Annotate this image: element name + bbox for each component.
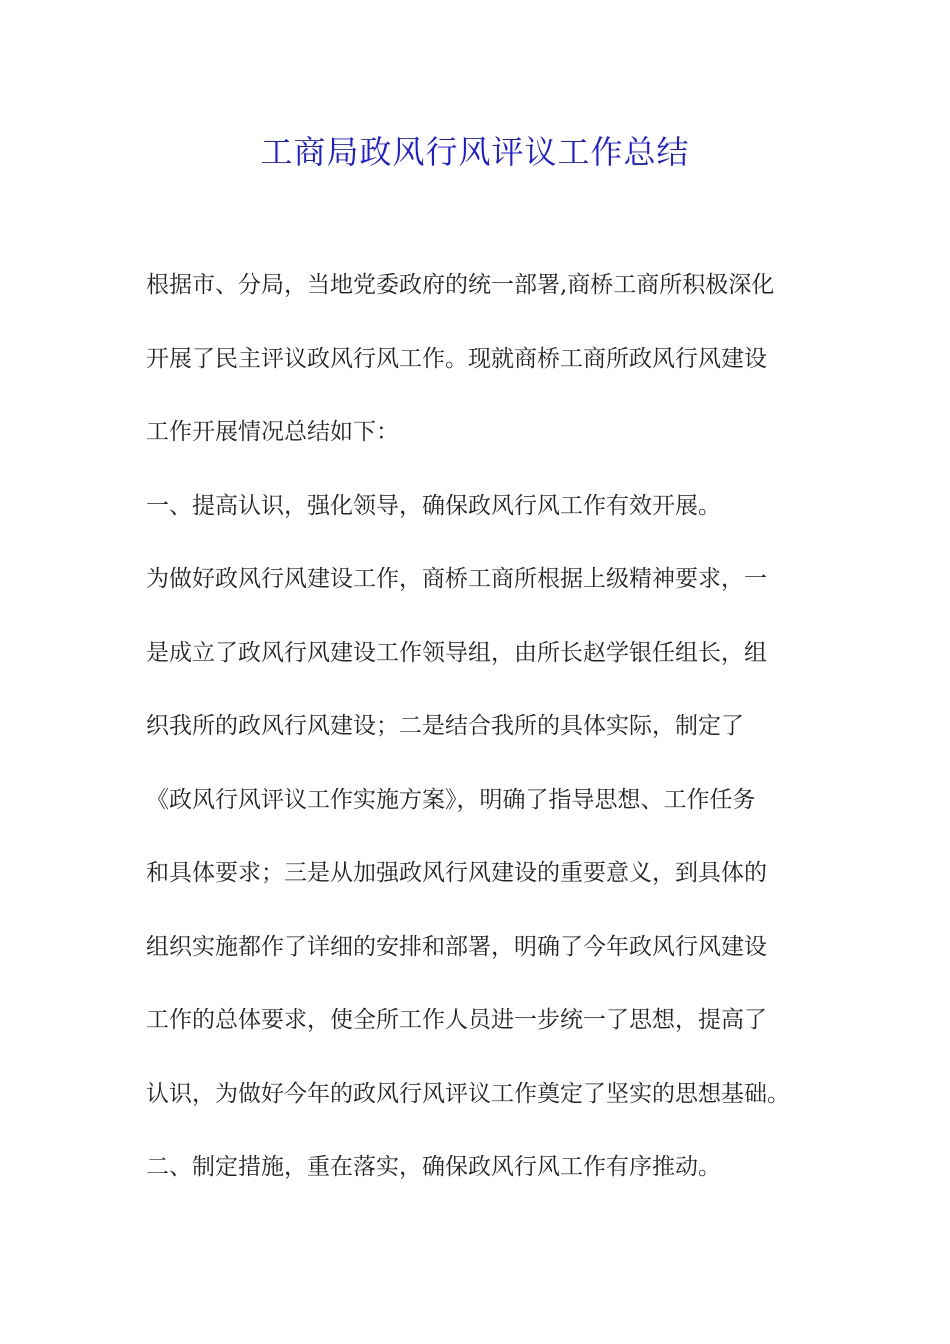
body-line: 认识，为做好今年的政风行风评议工作奠定了坚实的思想基础。 bbox=[146, 1080, 790, 1107]
body-line: 工作开展情况总结如下： bbox=[146, 419, 399, 445]
body-line: 根据市、分局，当地党委政府的统一部署,商桥工商所积极深化 bbox=[146, 272, 775, 298]
body-line: 是成立了政风行风建设工作领导组，由所长赵学银任组长，组 bbox=[146, 639, 767, 666]
section-heading-2: 二、制定措施，重在落实，确保政风行风工作有序推动。 bbox=[146, 1154, 721, 1180]
body-line: 为做好政风行风建设工作，商桥工商所根据上级精神要求，一 bbox=[146, 566, 767, 592]
body-line: 《政风行风评议工作实施方案》，明确了指导思想、工作任务 bbox=[146, 786, 756, 813]
document-body bbox=[146, 262, 816, 1218]
section-heading-1: 一、提高认识，强化领导，确保政风行风工作有效开展。 bbox=[146, 492, 721, 519]
body-line: 织我所的政风行风建设；二是结合我所的具体实际，制定了 bbox=[146, 713, 744, 739]
body-line: 工作的总体要求，使全所工作人员进一步统一了思想，提高了 bbox=[146, 1007, 767, 1033]
body-line: 组织实施都作了详细的安排和部署，明确了今年政风行风建设 bbox=[146, 933, 767, 960]
document-title: 工商局政风行风评议工作总结 bbox=[260, 133, 690, 171]
body-line: 开展了民主评议政风行风工作。现就商桥工商所政风行风建设 bbox=[146, 345, 767, 372]
body-line: 和具体要求；三是从加强政风行风建设的重要意义，到具体的 bbox=[146, 860, 767, 886]
